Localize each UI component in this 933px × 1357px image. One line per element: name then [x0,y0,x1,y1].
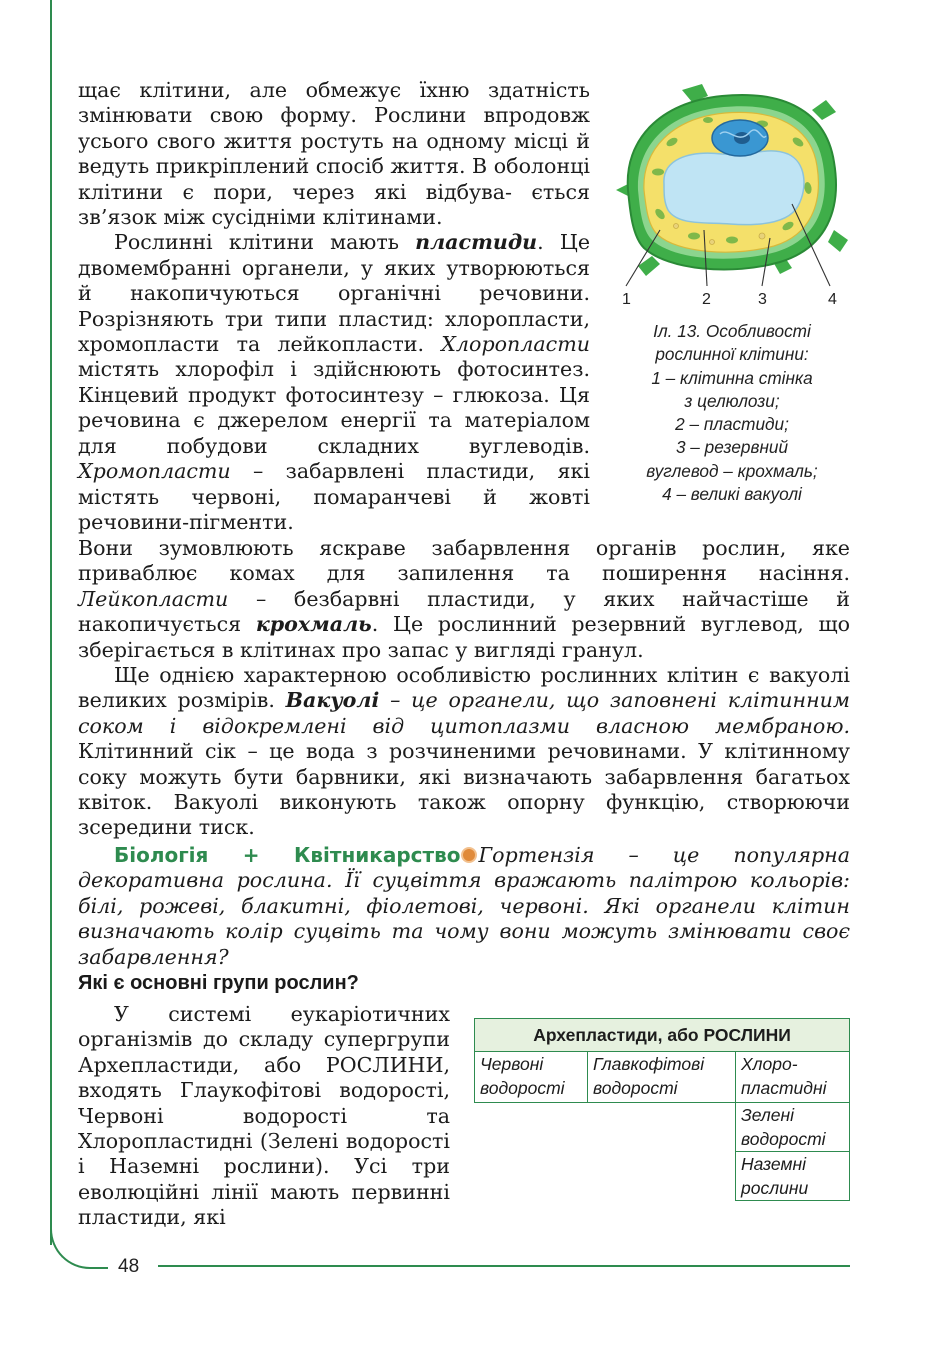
plant-cell-illustration [612,80,852,320]
caption-line: 1 – клітинна стінка [651,367,813,388]
paragraph-plastids: Рослинні клітини мають пластиди. Це двомембранні органели, у яких утворюються й накопичуються органічні речовини. Розрізняють три типи пластид: хлоропласти, хромопласти та лейкопласти. Хлоропласти містять хлорофіл і здійснюють фотосинтез. Кінцевий продукт фотосинтезу – глюкоза. Ця речовина є джерелом енергії та матеріалом для побудови складних вуглеводів. Хромопласти – забарвлені пластиди, які містять червоні, помаранчеві й жовті речовини-пігменти. [78,230,591,534]
table-cell-red-algae: Червоні водорості [474,1051,588,1103]
text-line: змінювати свою форму. Рослини впродовж [78,103,590,128]
vacuole [664,151,804,225]
label-1: 1 [622,291,631,308]
term-plastids: пластиди [415,230,538,255]
caption-line: рослинної клітини: [655,344,809,365]
caption-line: Іл. 13. Особливості [653,321,811,341]
plant-cell-diagram [612,80,852,320]
caption-line: з целюлози; [684,390,780,411]
term-leucoplasts: Лейкопласти [78,586,229,611]
table-cell-land-plants: Наземні рослини [735,1151,850,1201]
table-cell-glaucophytes: Главкофітові водорості [587,1051,736,1103]
text-column-top [78,78,590,535]
caption-line: 4 – великі вакуолі [662,484,802,505]
paragraph-plant-groups: У системі еукаріотичних організмів до складу супергрупи Архепластиди, або РОСЛИНИ, входять Глаукофітові водорості, Червоні водорості та Хлоропластидні (Зелені водорості і Наземні рослини). Усі три еволюційні лінії мають первинні пластиди, які [78,1002,450,1230]
text-line: щає клітини, але обмежує їхню здатність [78,78,590,102]
paragraph-leucoplasts: Вони зумовлюють яскраве забарвлення органів рослин, яке приваблює комах для запилення та поширення насіння. Лейкопласти – безбарвні пластиди, у яких найчастіше й накопичується крохмаль. Це рослинний резервний вуглевод, що зберігається в клітинах про запас у вигляді гранул. [78,536,851,662]
flower-icon [463,849,475,861]
page-frame-corner [50,1225,108,1269]
term-chloroplasts: Хлоропласти [441,332,590,357]
term-starch: крохмаль [255,612,372,637]
text-line: й ведуть прикріплений спосіб життя. В [78,128,591,179]
caption-line: 3 – резервний [675,437,789,458]
page-frame-line [50,0,52,1245]
term-chromoplasts: Хромопласти [78,459,231,484]
text-line: усього свого життя ростуть на одному місці [78,128,568,153]
table-header: Архепластиди, або РОСЛИНИ [474,1018,850,1052]
text-line: оболонці клітини є пори, через які відбува- [78,154,591,204]
label-2: 2 [702,291,711,308]
table-cell-chloroplastida: Хлоро- пластидні [735,1051,850,1103]
label-3: 3 [758,291,767,308]
bio-box-heading: Біологія + Квітникарство [114,842,461,867]
text-column-bottom [78,1002,450,1231]
term-vacuoles: Вакуолі [285,688,380,713]
figure-caption [612,320,852,506]
interdisciplinary-box [78,843,850,970]
footer-rule [158,1265,850,1267]
table-cell-green-algae: Зелені водорості [735,1102,850,1152]
caption-line: вуглевод – крохмаль; [646,460,818,481]
paragraph-vacuoles: Ще однією характерною особливістю рослинних клітин є вакуолі великих розмірів. Вакуолі – це органели, що заповнені клітинним соком і відокремлені від цитоплазми власною мембраною. Клітинний сік – це вода з розчиненими речовинами. У клітинному соку можуть бути барвники, які визначають забарвлення багатьох квіток. Вакуолі виконують також опорну функцію, створюючи зсередини тиск. [78,663,850,840]
text-line: ється зв’язок між сусідніми клітинами. [78,179,591,230]
bio-box-text: Гортензія – це популярна декоративна рослина. Її суцвіття вражають палітрою кольорів: білі, рожеві, блакитні, фіолетові, червоні. Які органели клітин визначають колір суцвіть та чому вони можуть змінювати своє забарвлення? [78,842,850,969]
definition-vacuoles: – це органели, що заповнені клітинним соком і відокремлені від цитоплазми власною мембраною. [78,688,850,738]
label-4: 4 [828,291,837,308]
paragraph-cell-wall-end [78,78,590,230]
section-heading: Які є основні групи рослин? [78,972,359,994]
caption-line: 2 – пластиди; [675,414,789,435]
page-number: 48 [118,1256,140,1277]
text-column-full [78,536,850,970]
